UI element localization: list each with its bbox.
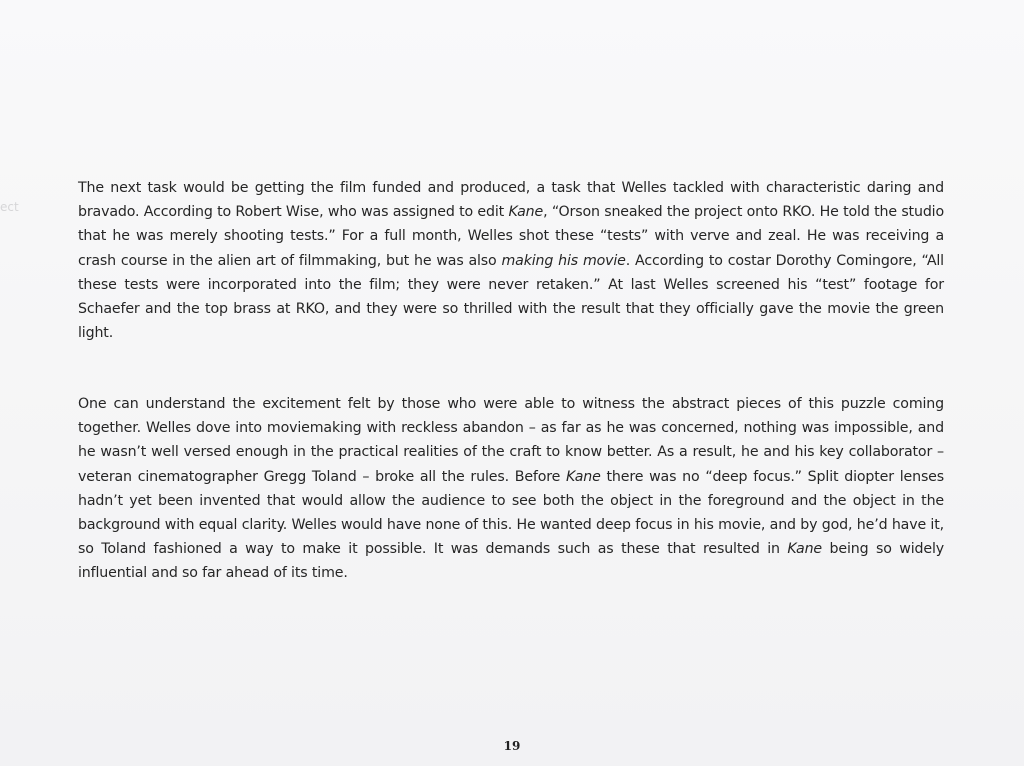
bleed-through-text: ect <box>0 200 19 214</box>
paragraph-1-segment: . According to costar Dorothy Comingore, “All these tests were incorporated into the film; they were never retaken.” At last Welles screened his “test” footage for Schaefer and the top brass at RKO, and they were so thrilled with the result that they officially gave the movie the green light. <box>78 252 944 342</box>
paragraph-1-segment: , “Orson sneaked the project onto RKO. He told the studio that he was merely shooting tests.” For a full month, Welles shot these “tests” with verve and zeal. He was receiving a crash course in the alien art of filmmaking, but he was also <box>78 204 944 269</box>
paragraph-1-italic-making-his-movie: making his movie <box>501 252 626 269</box>
page-number: 19 <box>503 739 521 753</box>
paragraph-2-italic-kane: Kane <box>566 468 601 485</box>
paragraph-1 <box>78 176 944 345</box>
paragraph-2-segment: One can understand the excitement felt by those who were able to witness the abstract pieces of this puzzle coming together. Welles dove into moviemaking with reckless abandon – as far as he was concerned, nothing was impossible, and he wasn’t well versed enough in the practical realities of the craft to know better. As a result, he and his key collaborator – veteran cinematographer Gregg Toland – broke all the rules. Before <box>78 396 944 485</box>
paragraph-2-segment: being so widely influential and so far ahead of its time. <box>78 541 944 582</box>
paragraph-2-segment: there was no “deep focus.” Split diopter lenses hadn’t yet been invented that would allow the audience to see both the object in the foreground and the object in the background with equal clarity. Welles would have none of this. He wanted deep focus in his movie, and by god, he’d have it, so Toland fashioned a way to make it possible. It was demands such as these that resulted in <box>78 468 945 558</box>
paragraph-1-segment: The next task would be getting the film funded and produced, a task that Welles tackled with characteristic daring and bravado. According to Robert Wise, who was assigned to edit <box>78 180 944 221</box>
paragraph-1-italic-kane: Kane <box>508 204 544 221</box>
paragraph-2 <box>78 392 944 586</box>
paragraph-2-italic-kane: Kane <box>787 541 822 558</box>
